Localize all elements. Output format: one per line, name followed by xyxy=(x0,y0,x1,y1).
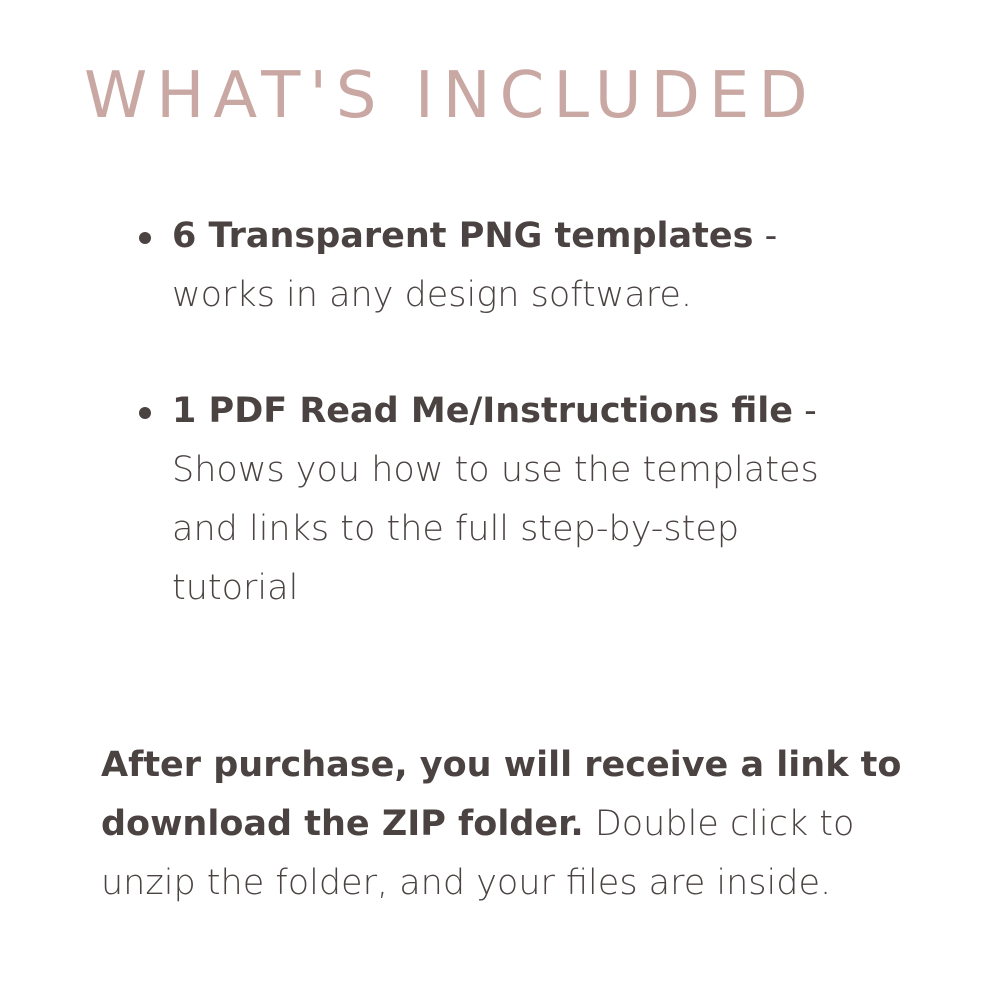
list-item xyxy=(172,207,892,325)
purchase-note xyxy=(101,736,961,913)
purchase-note-bold-line: After purchase, you will receive a link to xyxy=(101,745,902,785)
purchase-note-text: Double click to xyxy=(583,804,855,844)
item-dash: - xyxy=(753,216,778,256)
page-title: WHAT'S INCLUDED xyxy=(84,59,817,133)
item-title: 1 PDF Read Me/Instructions file xyxy=(172,391,794,431)
list-item xyxy=(172,382,892,618)
purchase-note-line: unzip the folder, and your files are inside. xyxy=(101,863,832,903)
item-description-line: and links to the full step-by-step xyxy=(172,509,740,549)
item-lead xyxy=(172,382,892,441)
item-description-line: works in any design software. xyxy=(172,275,693,315)
item-description-line: Shows you how to use the templates xyxy=(172,450,819,490)
purchase-note-line xyxy=(101,795,961,854)
item-lead xyxy=(172,207,892,266)
bullet-icon xyxy=(139,232,151,244)
item-dash: - xyxy=(793,391,817,431)
item-description-line: tutorial xyxy=(172,568,299,608)
bullet-icon xyxy=(139,407,151,419)
item-title: 6 Transparent PNG templates xyxy=(172,216,754,256)
purchase-note-bold: download the ZIP folder. xyxy=(101,804,584,844)
